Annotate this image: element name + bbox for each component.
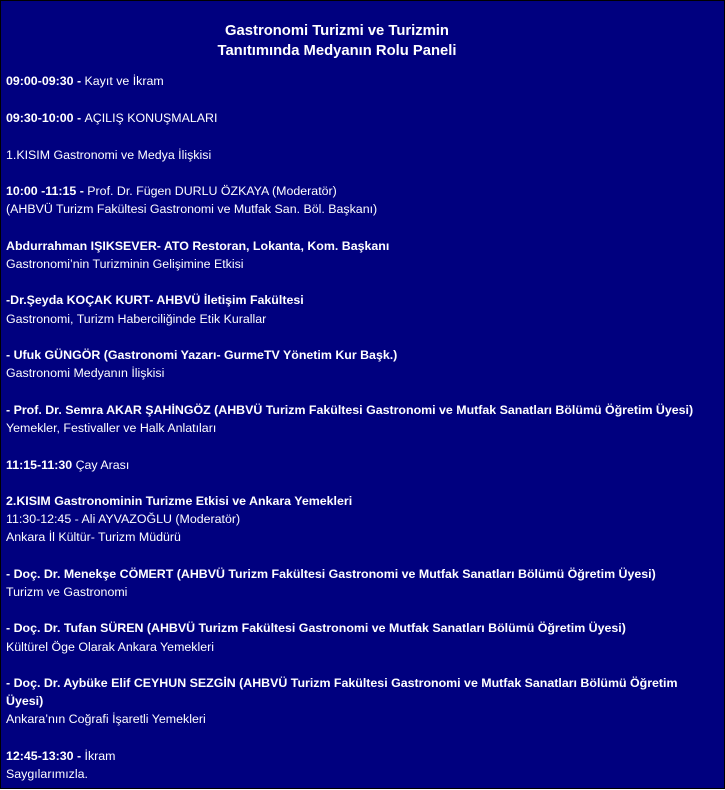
schedule-break [6,456,129,474]
moderator-2-role: Ankara İl Kültür- Turizm Müdürü [6,530,181,544]
speaker-6-name: - Doç. Dr. Tufan SÜREN (AHBVÜ Turizm Fakültesi Gastronomi ve Mutfak Sanatları Bölümü Öğretim Üyesi) [6,621,626,635]
speaker-3-name: - Ufuk GÜNGÖR (Gastronomi Yazarı- GurmeTV Yönetim Kur Başk.) [6,348,398,362]
speaker-7-topic: Ankara’nın Coğrafi İşaretli Yemekleri [6,712,206,726]
moderator-2-name: Ali AYVAZOĞLU (Moderatör) [81,512,241,526]
lunch-text: İkram [84,749,116,763]
speaker-6-topic: Kültürel Öge Olarak Ankara Yemekleri [6,640,214,654]
lunch-time: 12:45-13:30 - [6,749,85,763]
speaker-1-name: Abdurrahman IŞIKSEVER- ATO Restoran, Lokanta, Kom. Başkanı [6,239,390,253]
moderator-2-time: 11:30-12:45 - [6,512,82,526]
speaker-1-topic: Gastronomi’nin Turizminin Gelişimine Etkisi [6,257,244,271]
moderator-1-time: 10:00 -11:15 - [6,184,88,198]
speaker-5-topic: Turizm ve Gastronomi [6,585,128,599]
title-line-2: Tanıtımında Medyanın Rolu Paneli [217,43,457,59]
schedule-opening [6,109,217,127]
registration-text: Kayıt ve İkram [84,74,164,88]
opening-text: AÇILIŞ KONUŞMALARI [84,111,218,125]
break-time: 11:15-11:30 [6,458,76,472]
schedule-lunch [6,747,116,765]
section-1-heading: 1.KISIM Gastronomi ve Medya İlişkisi [6,148,212,162]
speaker-5-name: - Doç. Dr. Menekşe CÖMERT (AHBVÜ Turizm Fakültesi Gastronomi ve Mutfak Sanatları Bölümü Öğretim Üyesi) [6,567,656,581]
moderator-1-role: (AHBVÜ Turizm Fakültesi Gastronomi ve Mutfak San. Böl. Başkanı) [6,202,378,216]
opening-time: 09:30-10:00 - [6,111,85,125]
moderator-1 [6,182,337,200]
speaker-7-name: - Doç. Dr. Aybüke Elif CEYHUN SEZGİN (AHBVÜ Turizm Fakültesi Gastronomi ve Mutfak Sanatları Bölümü Öğretim Üyesi) [6,676,678,708]
title-line-1: Gastronomi Turizmi ve Turizmin [225,23,449,39]
speaker-2-topic: Gastronomi, Turizm Haberciliğinde Etik Kurallar [6,312,267,326]
section-2-heading: 2.KISIM Gastronominin Turizme Etkisi ve Ankara Yemekleri [6,494,353,508]
speaker-3-topic: Gastronomi Medyanın İlişkisi [6,366,165,380]
moderator-1-name: Prof. Dr. Fügen DURLU ÖZKAYA (Moderatör) [87,184,337,198]
speaker-4-topic: Yemekler, Festivaller ve Halk Anlatıları [6,421,217,435]
speaker-2-name: -Dr.Şeyda KOÇAK KURT- AHBVÜ İletişim Fakültesi [6,293,304,307]
closing-text: Saygılarımızla. [6,767,88,781]
break-text: Çay Arası [75,458,130,472]
moderator-2 [6,510,240,528]
schedule-registration [6,72,164,90]
page-title [1,21,673,61]
speaker-4-name: - Prof. Dr. Semra AKAR ŞAHİNGÖZ (AHBVÜ Turizm Fakültesi Gastronomi ve Mutfak Sanatları Bölümü Öğretim Üyesi) [6,403,694,417]
registration-time: 09:00-09:30 - [6,74,85,88]
